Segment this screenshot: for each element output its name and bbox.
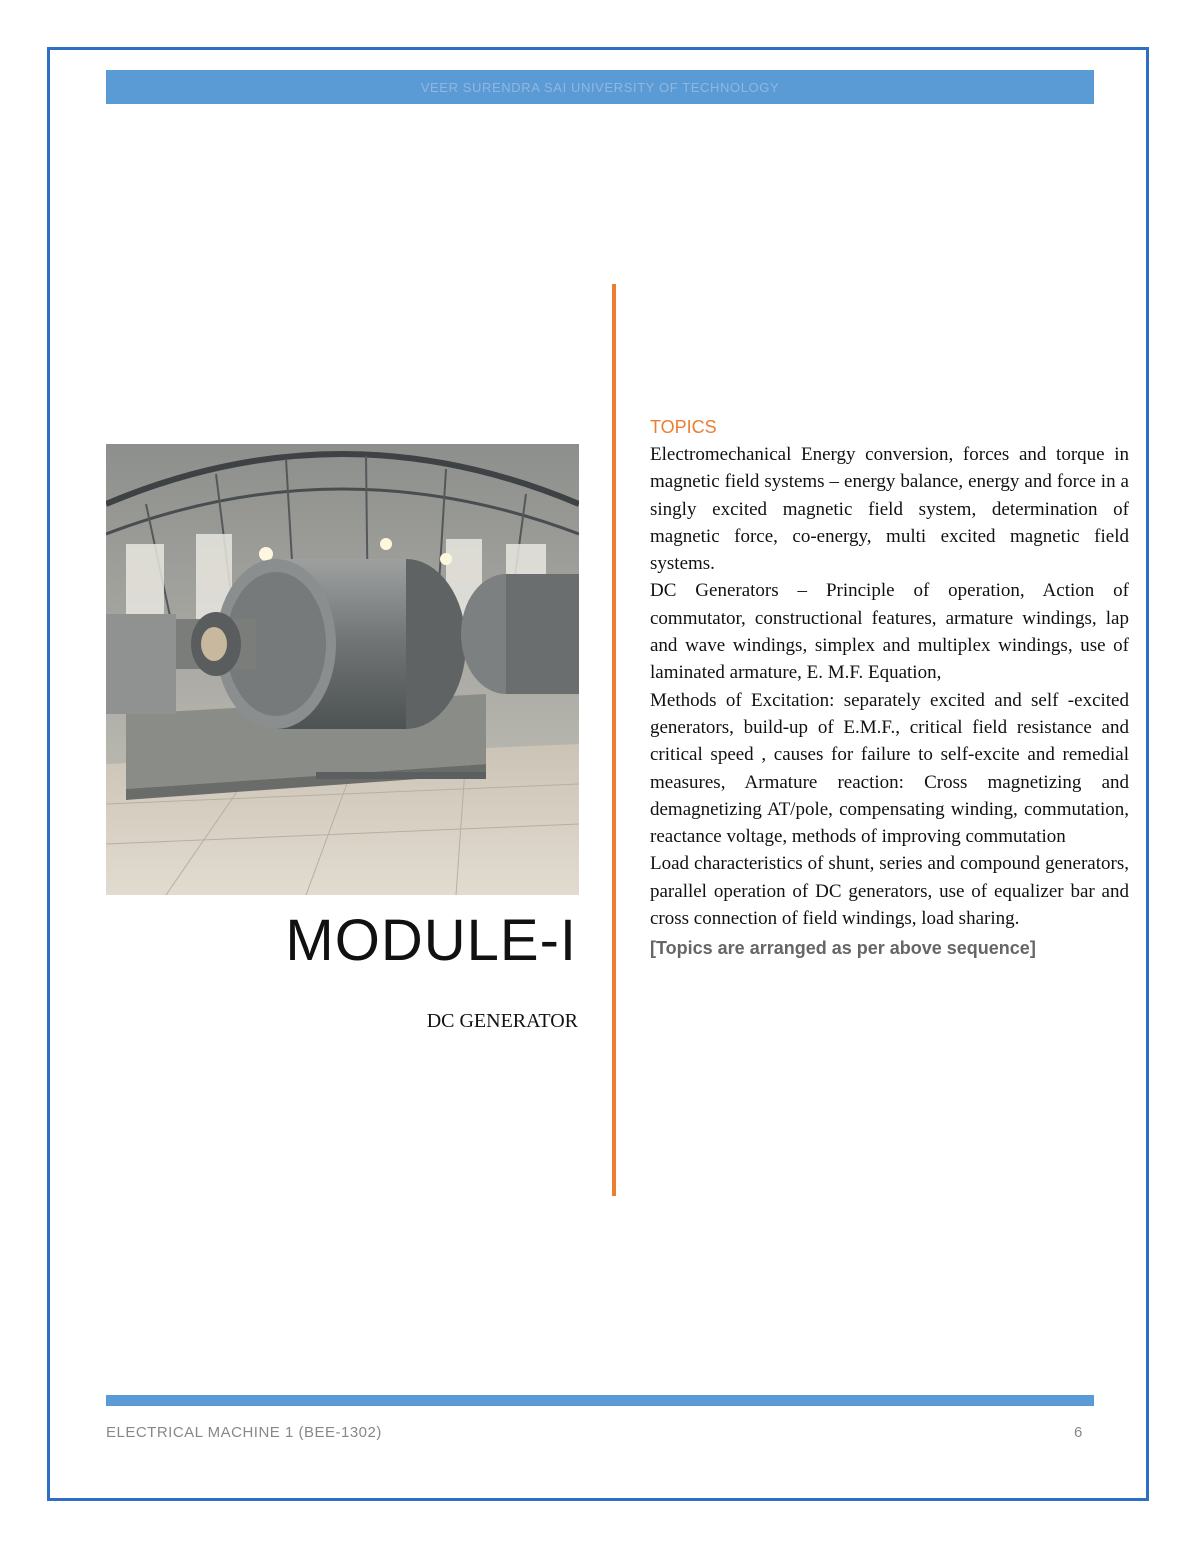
generator-photo <box>106 444 579 895</box>
header-bar <box>106 70 1094 104</box>
module-title: MODULE-I <box>285 908 577 973</box>
vertical-divider <box>612 284 616 1196</box>
module-subtitle: DC GENERATOR <box>426 1010 578 1032</box>
course-title: ELECTRICAL MACHINE 1 (BEE-1302) <box>106 1424 382 1441</box>
topic-paragraph: Methods of Excitation: separately excited and self -excited generators, build-up of E.M.F., critical field resistance and critical speed , causes for failure to self-excite and remedial measures, Armature reaction: Cross magnetizing and demagnetizing AT/pole, compensating winding, commutation, reactance voltage, methods of improving commutation <box>650 689 1129 848</box>
topic-paragraph: DC Generators – Principle of operation, Action of commutator, constructional features, armature windings, lap and wave windings, simplex and multiplex windings, use of laminated armature, E. M.F. Equation, <box>650 580 1129 684</box>
topics-note: [Topics are arranged as per above sequence] <box>650 938 1036 959</box>
topics-heading: TOPICS <box>650 417 717 437</box>
footer-bar <box>106 1395 1094 1406</box>
university-name: VEER SURENDRA SAI UNIVERSITY OF TECHNOLOGY <box>420 79 780 95</box>
topic-paragraph: Electromechanical Energy conversion, forces and torque in magnetic field systems – energy balance, energy and force in a singly excited magnetic field system, determination of magnetic force, co-energy, multi excited magnetic field systems. <box>650 444 1129 575</box>
topics-section <box>650 417 1129 962</box>
page-number: 6 <box>1074 1424 1083 1441</box>
topic-paragraph: Load characteristics of shunt, series and compound generators, parallel operation of DC generators, use of equalizer bar and cross connection of field windings, load sharing. <box>650 853 1129 930</box>
